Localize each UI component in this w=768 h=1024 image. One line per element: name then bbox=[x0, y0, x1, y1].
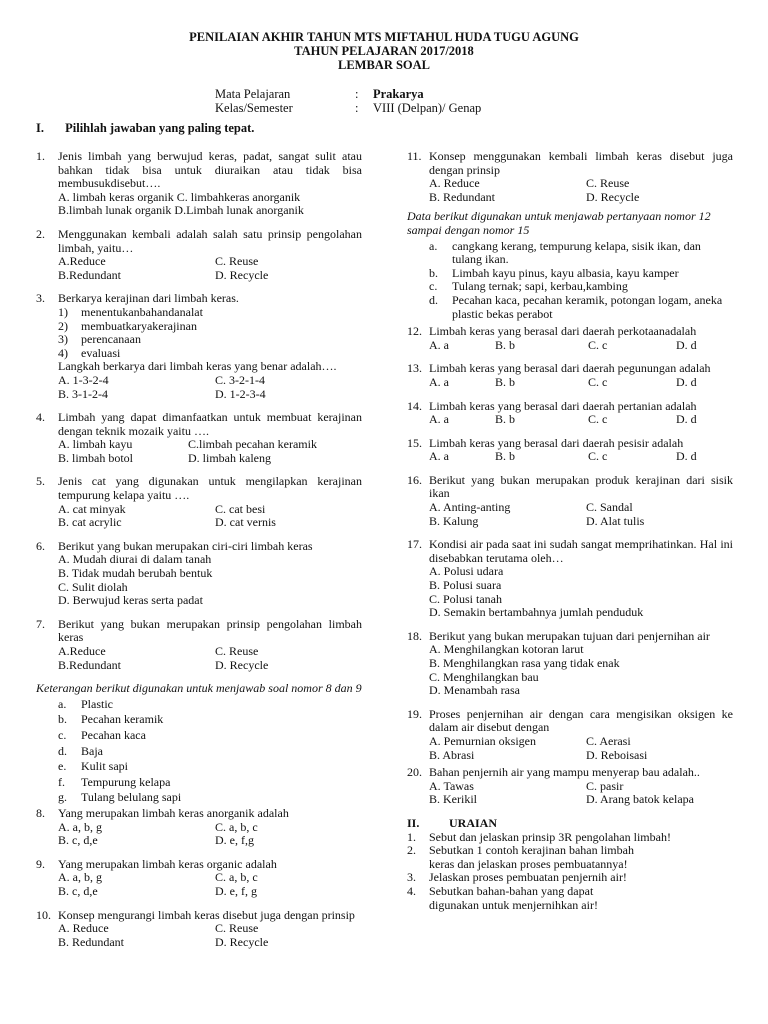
option-d: D. Recycle bbox=[215, 657, 269, 672]
question-number: 16. bbox=[407, 472, 422, 487]
colon: : bbox=[355, 87, 359, 101]
question-19 bbox=[407, 708, 733, 762]
section-1-heading bbox=[36, 121, 254, 136]
question-number: 17. bbox=[407, 537, 422, 552]
essay-number: 3. bbox=[407, 870, 416, 885]
option-c: C. c bbox=[588, 449, 608, 464]
option-c: C.limbah pecahan keramik bbox=[188, 437, 317, 452]
list-letter: d. bbox=[429, 292, 438, 307]
option-row: B.limbah lunak organik D.Limbah lunak anorganik bbox=[58, 203, 304, 218]
question-text: Limbah yang dapat dimanfaatkan untuk membuat kerajinan dengan teknik mozaik yaitu …. bbox=[58, 410, 362, 438]
step-text: menentukanbahandanalat bbox=[81, 304, 203, 319]
question-number: 18. bbox=[407, 628, 422, 643]
option-a: A. Mudah diurai di dalam tanah bbox=[58, 552, 212, 567]
essay-number: 1. bbox=[407, 829, 416, 844]
option-d: D. e, f, g bbox=[215, 883, 257, 898]
option-b: B. Abrasi bbox=[429, 747, 475, 762]
question-number: 7. bbox=[36, 616, 45, 631]
option-b: B. Kerikil bbox=[429, 792, 477, 807]
class-label: Kelas/Semester bbox=[215, 101, 293, 115]
option-c: C. cat besi bbox=[215, 501, 266, 516]
option-a: A. Pemurnian oksigen bbox=[429, 733, 536, 748]
essay-text: Jelaskan proses pembuatan penjernih air! bbox=[429, 870, 627, 885]
option-a: A. a bbox=[429, 412, 449, 427]
list-text: Baja bbox=[81, 743, 103, 758]
list-text: Kulit sapi bbox=[81, 759, 128, 774]
question-4 bbox=[36, 411, 362, 465]
option-d: D. Arang batok kelapa bbox=[586, 792, 694, 807]
option-d: D. 1-2-3-4 bbox=[215, 386, 266, 401]
question-number: 20. bbox=[407, 765, 422, 780]
question-text: Limbah keras yang berasal dari daerah pegunungan adalah bbox=[429, 361, 711, 376]
list-letter: b. bbox=[58, 712, 67, 727]
question-2 bbox=[36, 228, 362, 282]
question-number: 2. bbox=[36, 226, 45, 241]
question-text: Konsep mengurangi limbah keras disebut juga dengan prinsip bbox=[58, 907, 355, 922]
question-12 bbox=[407, 325, 733, 352]
option-row: A. limbah keras organik C. limbahkeras anorganik bbox=[58, 189, 301, 204]
option-b: B. b bbox=[495, 449, 516, 464]
question-text: Proses penjernihan air dengan cara mengisikan oksigen ke dalam air disebut dengan bbox=[429, 706, 733, 735]
option-b: B. Redundant bbox=[429, 189, 495, 204]
list-letter: a. bbox=[58, 696, 67, 711]
option-b: B. c, d,e bbox=[58, 883, 98, 898]
list-letter: b. bbox=[429, 265, 438, 280]
option-a: A. a bbox=[429, 374, 449, 389]
option-a: A.Reduce bbox=[58, 644, 106, 658]
question-text: Bahan penjernih air yang mampu menyerap bau adalah.. bbox=[429, 765, 700, 780]
question-number: 3. bbox=[36, 291, 45, 306]
essay-text: Sebut dan jelaskan prinsip 3R pengolahan limbah! bbox=[429, 829, 671, 844]
option-c: C. Polusi tanah bbox=[429, 591, 503, 606]
section-number: I. bbox=[36, 121, 44, 135]
question-number: 10. bbox=[36, 907, 51, 922]
question-number: 13. bbox=[407, 361, 422, 376]
question-14 bbox=[407, 400, 733, 427]
class-value: VIII (Delpan)/ Genap bbox=[373, 101, 482, 115]
option-a: A. limbah kayu bbox=[58, 437, 133, 452]
option-d: D. d bbox=[676, 374, 697, 389]
option-b: B. b bbox=[495, 337, 516, 352]
option-b: B. c, d,e bbox=[58, 833, 98, 848]
option-a: A. Polusi udara bbox=[429, 564, 504, 579]
note-8-9: Keterangan berikut digunakan untuk menjawab soal nomor 8 dan 9 bbox=[36, 681, 362, 696]
list-letter: g. bbox=[58, 790, 67, 805]
right-column bbox=[407, 150, 733, 912]
page-header bbox=[0, 30, 768, 72]
option-d: D. Reboisasi bbox=[586, 747, 648, 762]
option-a: A. 1-3-2-4 bbox=[58, 372, 109, 387]
header-line-2: TAHUN PELAJARAN 2017/2018 bbox=[294, 44, 474, 58]
option-b: B. Redundant bbox=[58, 934, 124, 949]
option-b: B. limbah botol bbox=[58, 450, 133, 465]
option-a: A. a bbox=[429, 337, 449, 352]
question-17 bbox=[407, 538, 733, 620]
question-text: Yang merupakan limbah keras anorganik adalah bbox=[58, 805, 289, 820]
option-b: B.Redundant bbox=[58, 267, 121, 282]
step-number: 4) bbox=[58, 345, 68, 360]
step-number: 1) bbox=[58, 304, 68, 319]
list-8-9 bbox=[36, 698, 362, 805]
option-b: B. b bbox=[495, 412, 516, 427]
list-letter: a. bbox=[429, 238, 438, 253]
option-c: C. Reuse bbox=[586, 176, 630, 191]
list-text: Plastic bbox=[81, 696, 113, 711]
list-text: Pecahan keramik bbox=[81, 712, 164, 727]
subject-label: Mata Pelajaran bbox=[215, 87, 291, 101]
option-c: C. Menghilangkan bau bbox=[429, 669, 539, 684]
list-text: Limbah kayu pinus, kayu albasia, kayu kamper bbox=[452, 265, 679, 280]
question-text: Berikut yang bukan merupakan produk kerajinan dari sisik ikan bbox=[429, 472, 733, 501]
question-16 bbox=[407, 474, 733, 528]
step-text: membuatkaryakerajinan bbox=[81, 318, 197, 333]
list-letter: e. bbox=[58, 759, 67, 774]
essay-number: 4. bbox=[407, 883, 416, 898]
option-c: C. c bbox=[588, 412, 608, 427]
option-c: C. Reuse bbox=[215, 254, 259, 269]
question-number: 8. bbox=[36, 805, 45, 820]
option-a: A. Tawas bbox=[429, 778, 474, 793]
option-a: A. a, b, g bbox=[58, 870, 102, 885]
option-c: C. Reuse bbox=[215, 644, 259, 658]
list-letter: d. bbox=[58, 743, 67, 758]
question-text: Limbah keras yang berasal dari daerah pertanian adalah bbox=[429, 398, 697, 413]
section-title: URAIAN bbox=[449, 815, 497, 830]
option-d: D. cat vernis bbox=[215, 515, 276, 530]
option-d: D. Recycle bbox=[215, 934, 269, 949]
question-8 bbox=[36, 807, 362, 848]
option-d: D. Menambah rasa bbox=[429, 683, 520, 698]
question-number: 15. bbox=[407, 435, 422, 450]
note-12-15: Data berikut digunakan untuk menjawab pertanyaan nomor 12 sampai dengan nomor 15 bbox=[407, 209, 711, 237]
list-text: Pecahan kaca bbox=[81, 727, 146, 742]
option-c: C. Reuse bbox=[215, 921, 259, 936]
option-c: C. 3-2-1-4 bbox=[215, 372, 265, 387]
option-a: A. cat minyak bbox=[58, 501, 126, 516]
option-a: A. Reduce bbox=[58, 921, 109, 936]
question-text: Konsep menggunakan kembali limbah keras disebut juga dengan prinsip bbox=[429, 149, 733, 177]
option-c: C. Sandal bbox=[586, 500, 633, 515]
section-number: II. bbox=[407, 815, 420, 830]
question-text-2: Langkah berkarya dari limbah keras yang benar adalah…. bbox=[58, 359, 337, 374]
option-d: D. Recycle bbox=[215, 267, 269, 282]
question-number: 4. bbox=[36, 410, 45, 425]
option-d: D. Alat tulis bbox=[586, 513, 645, 528]
option-c: C. Sulit diolah bbox=[58, 579, 128, 594]
option-a: A. Menghilangkan kotoran larut bbox=[429, 642, 584, 657]
question-number: 11. bbox=[407, 149, 422, 163]
question-text: Jenis limbah yang berwujud keras, padat, sangat sulit atau bahkan tidak bisa untuk diuraikan atau tidak bisa membusukdisebut…. bbox=[58, 149, 362, 191]
option-d: D. d bbox=[676, 449, 697, 464]
option-b: B. cat acrylic bbox=[58, 515, 122, 530]
option-b: B. Kalung bbox=[429, 513, 479, 528]
list-letter: c. bbox=[58, 727, 67, 742]
step-number: 2) bbox=[58, 318, 68, 333]
question-text: Yang merupakan limbah keras organic adalah bbox=[58, 856, 277, 871]
question-text: Jenis cat yang digunakan untuk mengilapkan kerajinan tempurung kelapa yaitu …. bbox=[58, 474, 362, 503]
list-text: Pecahan kaca, pecahan keramik, potongan logam, aneka plastic bekas perabot bbox=[452, 292, 723, 321]
option-a: A. Reduce bbox=[429, 176, 480, 191]
question-text: Berkarya kerajinan dari limbah keras. bbox=[58, 291, 239, 306]
option-c: C. Aerasi bbox=[586, 733, 631, 748]
header-line-3: LEMBAR SOAL bbox=[337, 58, 431, 72]
option-b: B. Menghilangkan rasa yang tidak enak bbox=[429, 656, 620, 670]
option-a: A.Reduce bbox=[58, 254, 106, 269]
header-line-1: PENILAIAN AKHIR TAHUN MTS MIFTAHUL HUDA TUGU AGUNG bbox=[189, 30, 579, 44]
option-b: B.Redundant bbox=[58, 657, 121, 672]
question-text: Kondisi air pada saat ini sudah sangat memprihatinkan. Hal ini disebabkan terutama oleh… bbox=[429, 537, 733, 565]
question-text: Berikut yang bukan merupakan tujuan dari penjernihan air bbox=[429, 628, 710, 643]
option-a: A. a, b, g bbox=[58, 819, 102, 834]
question-number: 5. bbox=[36, 474, 45, 489]
question-number: 9. bbox=[36, 856, 45, 871]
step-text: perencanaan bbox=[81, 332, 141, 347]
list-text: Tulang ternak; sapi, kerbau,kambing bbox=[452, 279, 628, 294]
option-a: A. a bbox=[429, 449, 449, 464]
question-number: 14. bbox=[407, 398, 422, 413]
question-15 bbox=[407, 437, 733, 464]
question-7 bbox=[36, 618, 362, 672]
essay-text-2: keras dan jelaskan proses pembuatannya! bbox=[429, 856, 628, 871]
option-c: C. c bbox=[588, 337, 608, 352]
option-c: C. c bbox=[588, 374, 608, 389]
question-number: 1. bbox=[36, 149, 45, 163]
section-title: Pilihlah jawaban yang paling tepat. bbox=[65, 121, 255, 135]
section-2 bbox=[407, 817, 733, 912]
option-d: D. e, f,g bbox=[215, 833, 254, 848]
option-d: D. d bbox=[676, 412, 697, 427]
option-b: B. Tidak mudah berubah bentuk bbox=[58, 566, 213, 581]
question-3 bbox=[36, 292, 362, 401]
essay-text: Sebutkan 1 contoh kerajinan bahan limbah bbox=[429, 843, 634, 858]
option-b: B. Polusi suara bbox=[429, 578, 502, 593]
question-number: 19. bbox=[407, 706, 422, 721]
question-text: Limbah keras yang berasal dari daerah pesisir adalah bbox=[429, 435, 684, 450]
option-c: C. a, b, c bbox=[215, 819, 258, 834]
subject-value: Prakarya bbox=[373, 87, 424, 101]
option-d: D. d bbox=[676, 337, 697, 352]
colon: : bbox=[355, 101, 359, 115]
question-10 bbox=[36, 909, 362, 950]
essay-text: Sebutkan bahan-bahan yang dapat bbox=[429, 883, 594, 898]
list-letter: c. bbox=[429, 279, 438, 294]
option-d: D. Semakin bertambahnya jumlah penduduk bbox=[429, 605, 644, 620]
option-d: D. Recycle bbox=[586, 189, 640, 204]
question-9 bbox=[36, 858, 362, 899]
list-text: Tempurung kelapa bbox=[81, 774, 171, 789]
step-number: 3) bbox=[58, 332, 68, 347]
question-11 bbox=[407, 150, 733, 204]
option-d: D. Berwujud keras serta padat bbox=[58, 593, 203, 608]
list-text: cangkang kerang, tempurung kelapa, sisik ikan, dan tulang ikan. bbox=[452, 238, 701, 267]
question-text: Menggunakan kembali adalah salah satu prinsip pengolahan limbah, yaitu… bbox=[58, 226, 362, 255]
essay-text-2: digunakan untuk menjernihkan air! bbox=[429, 897, 598, 912]
question-5 bbox=[36, 475, 362, 529]
question-20 bbox=[407, 766, 733, 807]
option-b: B. b bbox=[495, 374, 516, 389]
question-6 bbox=[36, 540, 362, 608]
list-text: Tulang belulang sapi bbox=[81, 790, 182, 805]
question-text: Berikut yang bukan merupakan ciri-ciri limbah keras bbox=[58, 538, 313, 553]
list-12-15 bbox=[407, 240, 733, 322]
step-text: evaluasi bbox=[81, 345, 121, 360]
question-18 bbox=[407, 630, 733, 698]
question-text: Limbah keras yang berasal dari daerah perkotaanadalah bbox=[429, 324, 697, 339]
option-b: B. 3-1-2-4 bbox=[58, 386, 108, 401]
question-number: 6. bbox=[36, 538, 45, 553]
exam-meta bbox=[215, 87, 481, 115]
left-column bbox=[36, 150, 362, 959]
question-1 bbox=[36, 150, 362, 218]
question-number: 12. bbox=[407, 324, 422, 339]
question-text: Berikut yang bukan merupakan prinsip pengolahan limbah keras bbox=[58, 616, 362, 645]
option-a: A. Anting-anting bbox=[429, 500, 511, 515]
list-letter: f. bbox=[58, 774, 65, 789]
option-d: D. limbah kaleng bbox=[188, 450, 271, 465]
option-c: C. pasir bbox=[586, 778, 624, 793]
question-13 bbox=[407, 362, 733, 389]
option-c: C. a, b, c bbox=[215, 870, 258, 885]
essay-number: 2. bbox=[407, 843, 416, 858]
